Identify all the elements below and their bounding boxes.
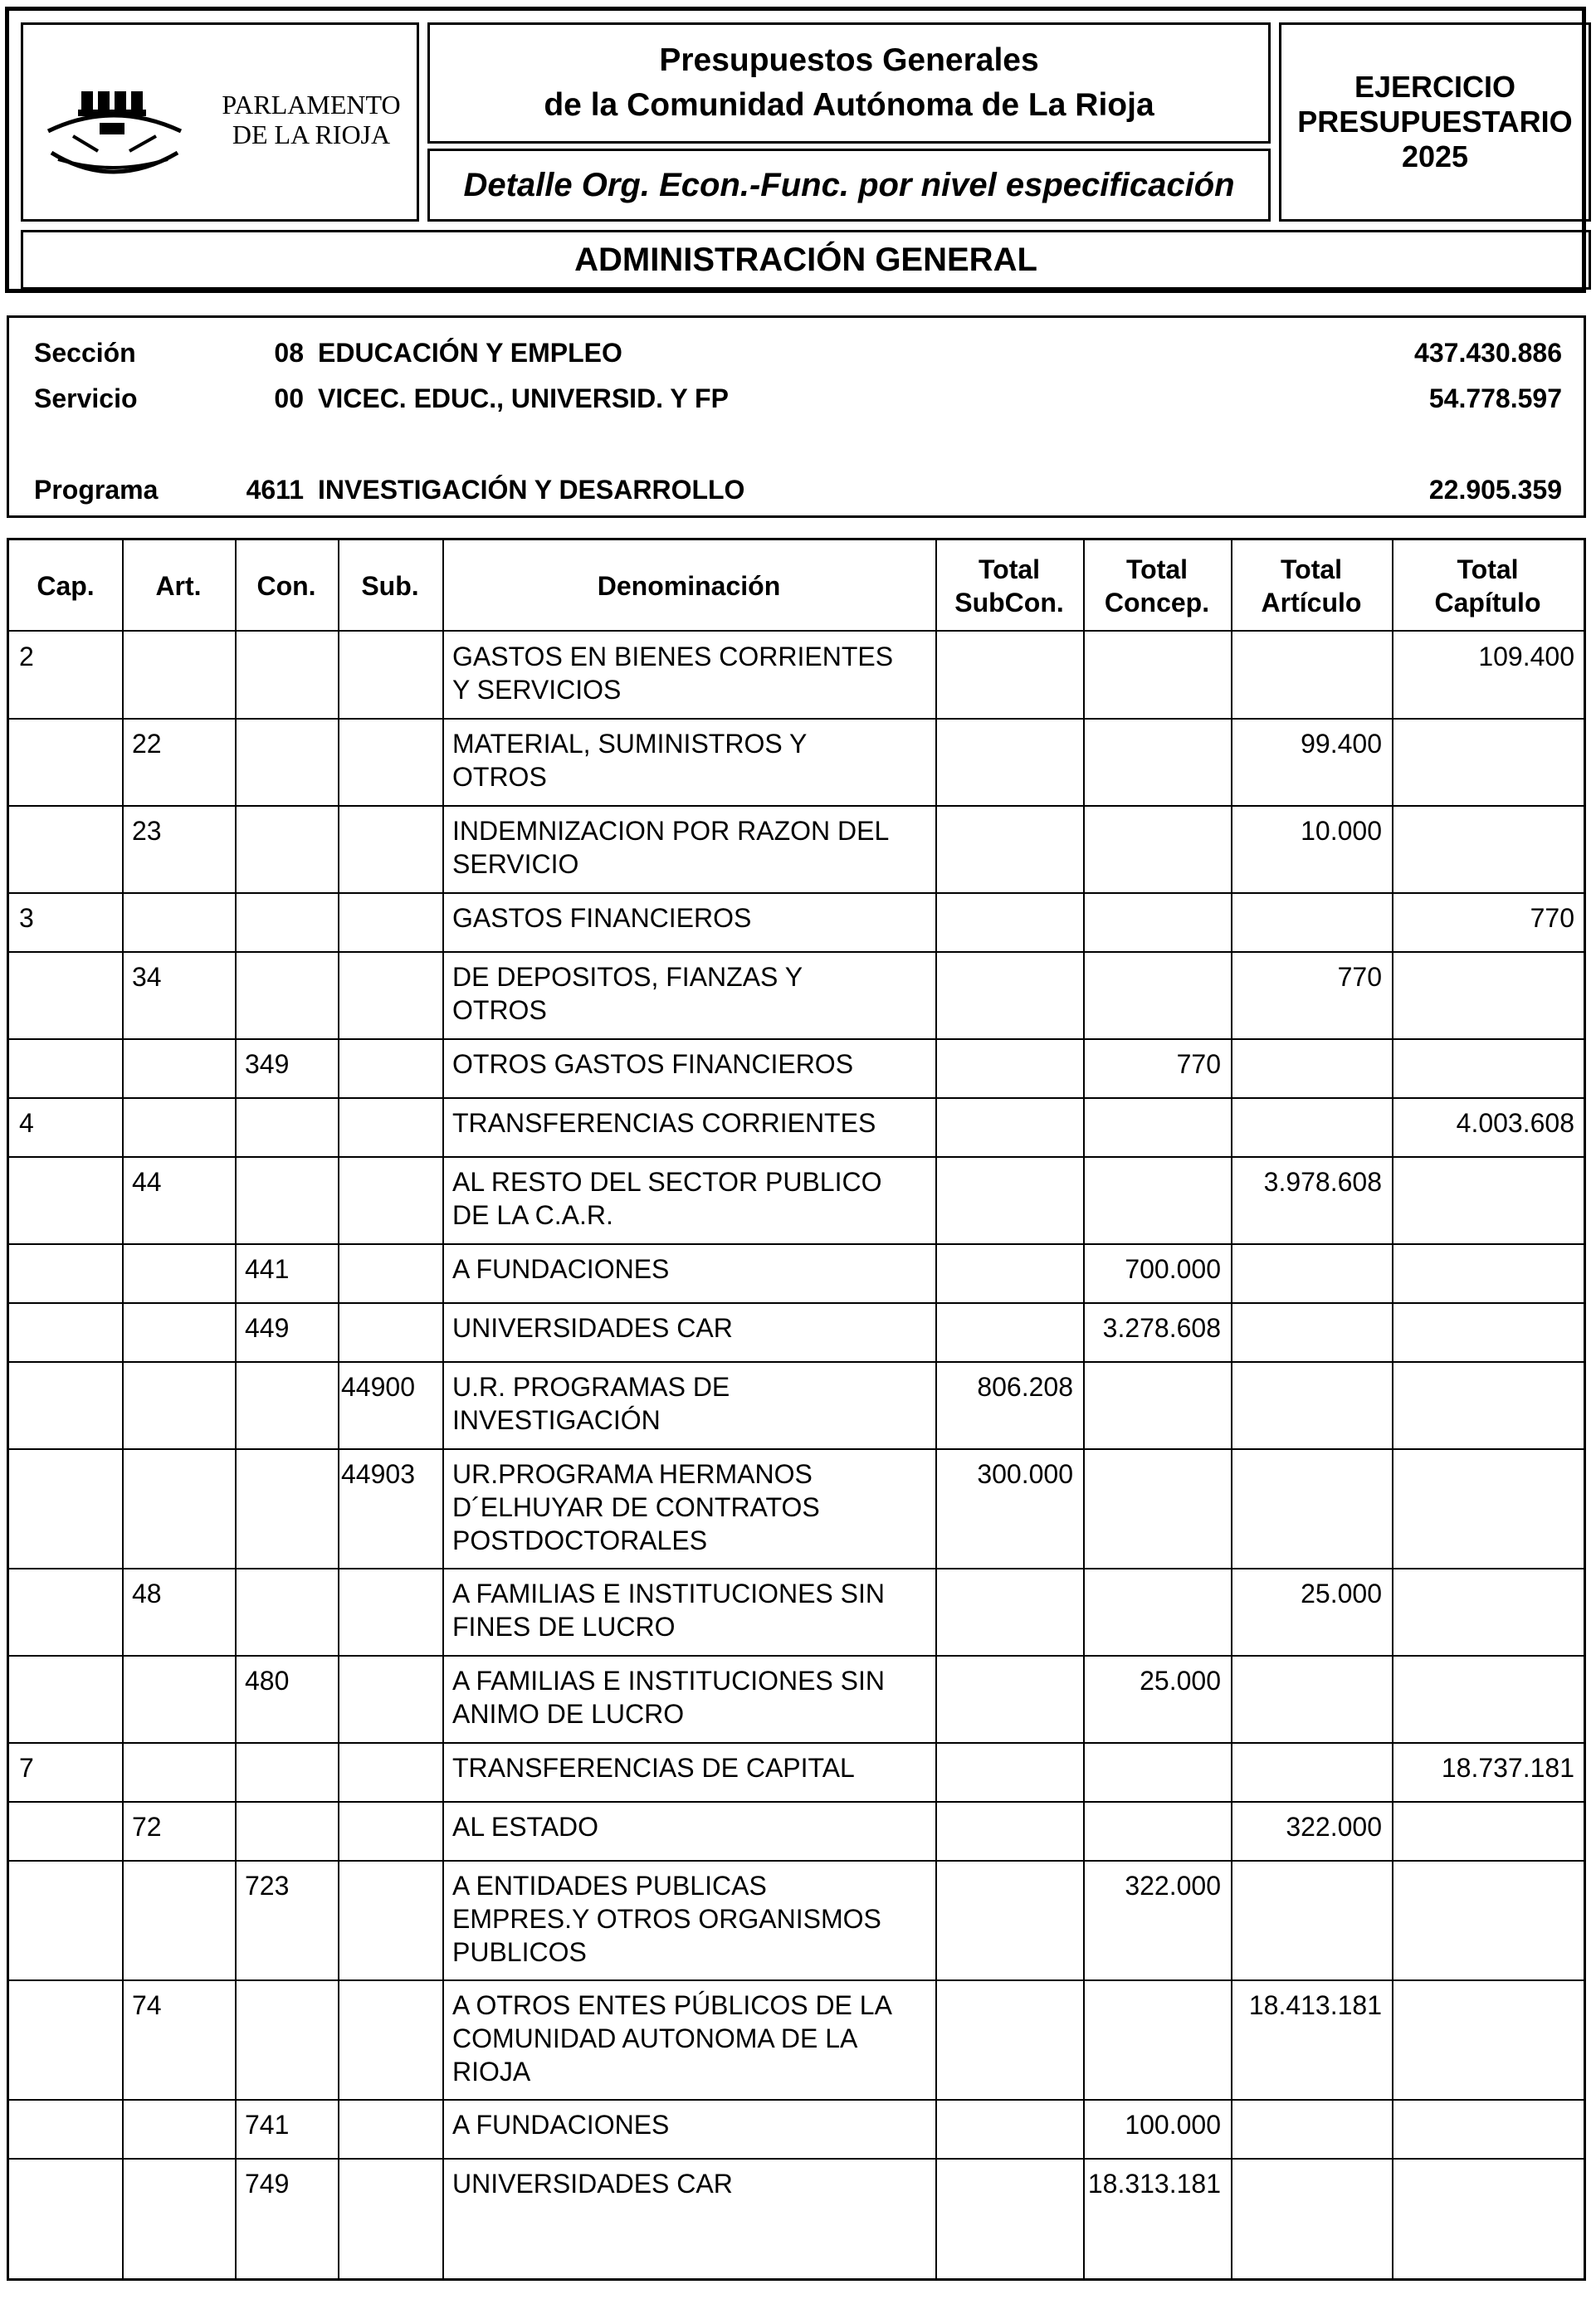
header-total-concep-line2: Concep. [1104, 588, 1210, 617]
title-line-2: de la Comunidad Autónoma de La Rioja [544, 87, 1154, 123]
cell-tart: 770 [1337, 962, 1382, 992]
cell-art: 22 [132, 729, 162, 759]
cell-tart: 10.000 [1301, 816, 1382, 846]
table-row [9, 1039, 1584, 1098]
cell-con: 723 [245, 1871, 290, 1901]
cell-cap: 7 [19, 1753, 34, 1783]
cell-con: 741 [245, 2110, 290, 2140]
cell-den: UR.PROGRAMA HERMANOS D´ELHUYAR DE CONTRATOS POSTDOCTORALES [452, 1459, 820, 1555]
cell-den: GASTOS EN BIENES CORRIENTES Y SERVICIOS [452, 642, 894, 705]
header-cap: Cap. [37, 571, 95, 601]
cell-den: A FAMILIAS E INSTITUCIONES SIN FINES DE LUCRO [452, 1579, 885, 1642]
budget-table [7, 538, 1586, 2281]
header-total-articulo-line1: Total [1280, 554, 1343, 584]
cell-den: A FUNDACIONES [452, 1254, 670, 1284]
title-line-1: Presupuestos Generales [659, 42, 1039, 78]
servicio-row [9, 378, 1584, 418]
seccion-label: Sección [34, 338, 136, 368]
header-total-subcon-line2: SubCon. [954, 588, 1064, 617]
header-total-capitulo [1392, 540, 1584, 632]
cell-den: AL ESTADO [452, 1812, 599, 1842]
cell-tcap: 770 [1530, 903, 1574, 933]
logo-panel [21, 22, 419, 222]
servicio-name: VICEC. EDUC., UNIVERSID. Y FP [318, 383, 729, 413]
header-total-subcon-line1: Total [978, 554, 1041, 584]
cell-sub: 44900 [341, 1372, 415, 1402]
cell-cap: 2 [19, 642, 34, 671]
seccion-code: 08 [274, 338, 304, 368]
table-row [9, 1743, 1584, 1802]
header-con: Con. [256, 571, 316, 601]
table-row [9, 893, 1584, 952]
logo-line-1: PARLAMENTO [222, 90, 401, 120]
cell-tsub: 300.000 [977, 1459, 1073, 1489]
table-row [9, 952, 1584, 1039]
cell-den: A FUNDACIONES [452, 2110, 670, 2140]
header-art: Art. [155, 571, 202, 601]
table-row [9, 1802, 1584, 1861]
cell-den: A ENTIDADES PUBLICAS EMPRES.Y OTROS ORGANISMOS PUBLICOS [452, 1871, 881, 1967]
header-total-capitulo-line2: Capítulo [1434, 588, 1541, 617]
seccion-name: EDUCACIÓN Y EMPLEO [318, 338, 622, 368]
administration-title: ADMINISTRACIÓN GENERAL [21, 230, 1591, 290]
cell-art: 44 [132, 1167, 162, 1197]
cell-tcon: 700.000 [1125, 1254, 1221, 1284]
table-row [9, 1362, 1584, 1449]
servicio-label: Servicio [34, 383, 138, 413]
header-sub: Sub. [361, 571, 419, 601]
cell-cap: 3 [19, 903, 34, 933]
cell-tcon: 18.313.181 [1087, 2169, 1221, 2199]
header-total-articulo [1231, 540, 1392, 632]
cell-tart: 25.000 [1301, 1579, 1382, 1608]
cell-tcap: 109.400 [1478, 642, 1574, 671]
table-row [9, 1449, 1584, 1569]
cell-tcon: 322.000 [1125, 1871, 1221, 1901]
cell-den: UNIVERSIDADES CAR [452, 2169, 733, 2199]
table-row [9, 806, 1584, 893]
cell-con: 449 [245, 1313, 290, 1343]
cell-con: 749 [245, 2169, 290, 2199]
programa-label: Programa [34, 475, 159, 505]
cell-den: A OTROS ENTES PÚBLICOS DE LA COMUNIDAD AUTONOMA DE LA RIOJA [452, 1990, 892, 2087]
table-row [9, 1656, 1584, 1743]
table-row [9, 719, 1584, 806]
cell-den: AL RESTO DEL SECTOR PUBLICO DE LA C.A.R. [452, 1167, 882, 1230]
cell-art: 74 [132, 1990, 162, 2020]
cell-tcon: 100.000 [1125, 2110, 1221, 2140]
table-row [9, 1244, 1584, 1303]
document-header [5, 7, 1586, 293]
table-row [9, 2159, 1584, 2218]
cell-den: TRANSFERENCIAS DE CAPITAL [452, 1753, 855, 1783]
cell-den: U.R. PROGRAMAS DE INVESTIGACIÓN [452, 1372, 730, 1435]
cell-art: 23 [132, 816, 162, 846]
document-subtitle: Detalle Org. Econ.-Func. por nivel especificación [427, 149, 1271, 222]
header-total-subcon [935, 540, 1083, 632]
header-total-concep [1083, 540, 1231, 632]
document-title [427, 22, 1271, 144]
header-total-concep-line1: Total [1125, 554, 1188, 584]
cell-den: UNIVERSIDADES CAR [452, 1313, 733, 1343]
header-denominacion: Denominación [597, 571, 781, 601]
cell-den: A FAMILIAS E INSTITUCIONES SIN ANIMO DE LUCRO [452, 1666, 885, 1729]
cell-art: 72 [132, 1812, 162, 1842]
cell-den: INDEMNIZACION POR RAZON DEL SERVICIO [452, 816, 890, 879]
programa-code: 4611 [246, 475, 304, 505]
year-line-1: EJERCICIO [1354, 70, 1516, 104]
logo-wordmark [207, 90, 415, 149]
cell-tcap: 4.003.608 [1456, 1108, 1574, 1138]
programa-row [9, 470, 1584, 510]
cell-cap: 4 [19, 1108, 34, 1138]
cell-tcap: 18.737.181 [1441, 1753, 1574, 1783]
fiscal-year-panel [1279, 22, 1591, 222]
programa-amount: 22.905.359 [1428, 475, 1562, 505]
cell-con: 349 [245, 1049, 290, 1079]
cell-tcon: 770 [1176, 1049, 1221, 1079]
logo-line-2: DE LA RIOJA [232, 120, 391, 149]
cell-tsub: 806.208 [977, 1372, 1073, 1402]
year-line-2: PRESUPUESTARIO [1297, 105, 1573, 139]
table-row [9, 1098, 1584, 1157]
servicio-code: 00 [274, 383, 304, 413]
table-row [9, 1980, 1584, 2100]
table-row [9, 1303, 1584, 1362]
cell-den: OTROS GASTOS FINANCIEROS [452, 1049, 854, 1079]
year-value: 2025 [1401, 139, 1469, 173]
cell-tcon: 3.278.608 [1102, 1313, 1221, 1343]
table-row [9, 1569, 1584, 1656]
parliament-emblem-icon [40, 66, 206, 191]
table-row [9, 632, 1584, 719]
header-total-articulo-line2: Artículo [1261, 588, 1362, 617]
cell-art: 34 [132, 962, 162, 992]
cell-con: 480 [245, 1666, 290, 1696]
cell-tart: 99.400 [1301, 729, 1382, 759]
seccion-row [9, 333, 1584, 373]
cell-den: GASTOS FINANCIEROS [452, 903, 752, 933]
section-summary [7, 315, 1586, 518]
cell-tart: 18.413.181 [1248, 1990, 1382, 2020]
cell-tart: 322.000 [1286, 1812, 1382, 1842]
cell-den: TRANSFERENCIAS CORRIENTES [452, 1108, 876, 1138]
cell-tart: 3.978.608 [1263, 1167, 1382, 1197]
cell-art: 48 [132, 1579, 162, 1608]
programa-name: INVESTIGACIÓN Y DESARROLLO [318, 475, 745, 505]
table-row [9, 1861, 1584, 1980]
cell-den: MATERIAL, SUMINISTROS Y OTROS [452, 729, 808, 792]
seccion-amount: 437.430.886 [1414, 338, 1562, 368]
cell-den: DE DEPOSITOS, FIANZAS Y OTROS [452, 962, 803, 1025]
servicio-amount: 54.778.597 [1428, 383, 1562, 413]
table-row [9, 1157, 1584, 1244]
cell-con: 441 [245, 1254, 290, 1284]
table-row [9, 2100, 1584, 2159]
cell-sub: 44903 [341, 1459, 415, 1489]
cell-tcon: 25.000 [1140, 1666, 1221, 1696]
header-total-capitulo-line1: Total [1457, 554, 1519, 584]
